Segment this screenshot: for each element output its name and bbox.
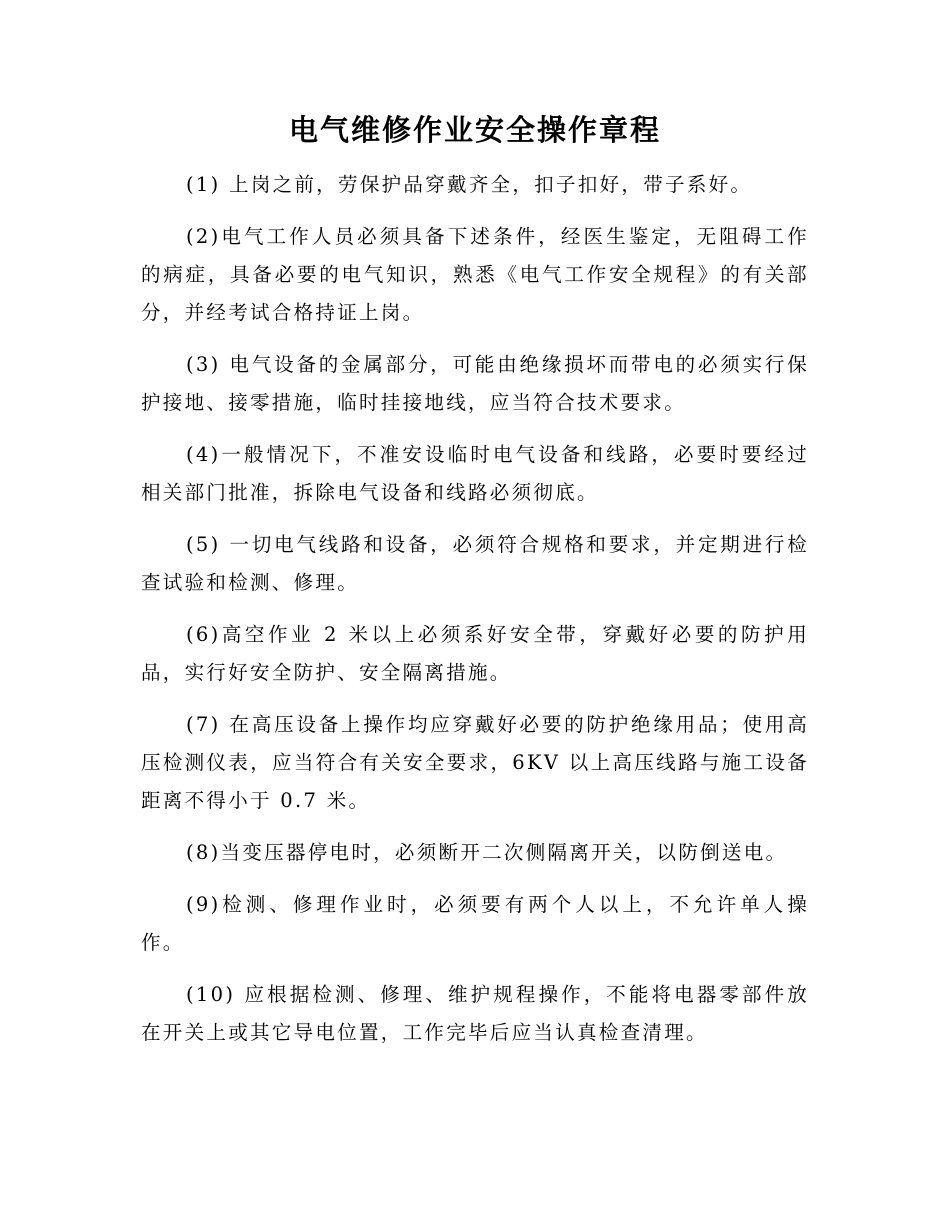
paragraph-9: (9)检测、修理作业时，必须要有两个人以上，不允许单人操作。 — [141, 893, 809, 954]
paragraph-7: (7) 在高压设备上操作均应穿戴好必要的防护绝缘用品；使用高压检测仪表，应当符合有关安全要求，6KV 以上高压线路与施工设备距离不得小于 0.7 米。 — [141, 713, 809, 812]
document-body — [141, 166, 809, 1066]
paragraph-4: (4)一般情况下，不准安设临时电气设备和线路，必要时要经过相关部门批准，拆除电气设备和线路必须彻底。 — [141, 443, 809, 504]
document-title: 电气维修作业安全操作章程 — [288, 113, 661, 147]
paragraph-8: (8)当变压器停电时，必须断开二次侧隔离开关，以防倒送电。 — [186, 841, 788, 864]
paragraph-6: (6)高空作业 2 米以上必须系好安全带，穿戴好必要的防护用品，实行好安全防护、安全隔离措施。 — [141, 623, 809, 684]
paragraph-2: (2)电气工作人员必须具备下述条件，经医生鉴定，无阻碍工作的病症，具备必要的电气知识，熟悉《电气工作安全规程》的有关部分，并经考试合格持证上岗。 — [141, 225, 809, 324]
paragraph-10: (10) 应根据检测、修理、维护规程操作，不能将电器零部件放在开关上或其它导电位置，工作完毕后应当认真检查清理。 — [141, 983, 809, 1044]
paragraph-1: (1) 上岗之前，劳保护品穿戴齐全，扣子扣好，带子系好。 — [186, 173, 753, 196]
paragraph-3: (3) 电气设备的金属部分，可能由绝缘损坏而带电的必须实行保护接地、接零措施，临时挂接地线，应当符合技术要求。 — [141, 353, 809, 414]
paragraph-5: (5) 一切电气线路和设备，必须符合规格和要求，并定期进行检查试验和检测、修理。 — [141, 533, 809, 594]
